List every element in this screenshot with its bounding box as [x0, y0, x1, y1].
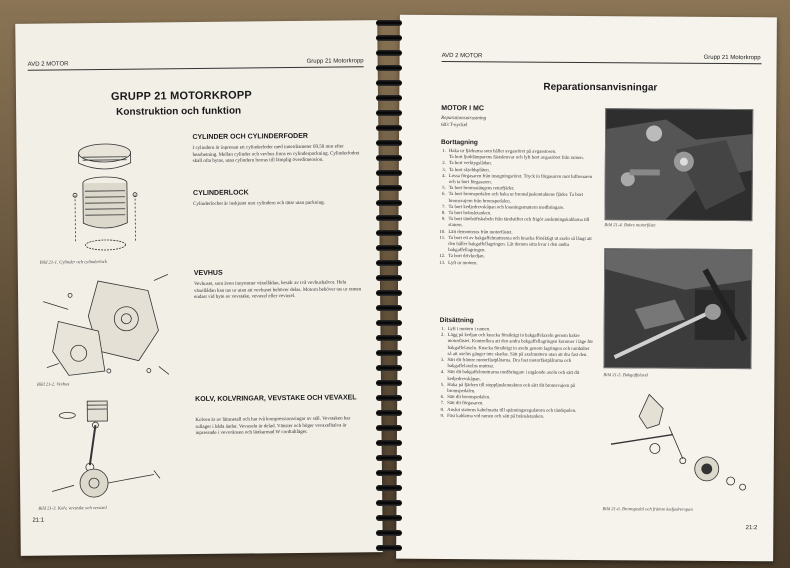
right-header-group: Grupp 21 Motorkropp: [703, 54, 761, 62]
step-text: Ta bort bränsletanken.: [448, 211, 492, 217]
binding-coil: [376, 170, 402, 176]
binding-coil: [376, 200, 402, 206]
section-text-piston: Kolven är av lättmetall och har två kompressionsringar av stål. Vevstaken har rullager i båda ändar. Vevaxeln är delad. Vänster och höger vevaxelhalva är inpressade i vevsvänsen och länkarmad W cordtaltläger.: [195, 416, 351, 437]
binding-coil: [376, 530, 402, 536]
binding-coil: [376, 35, 402, 41]
binding-coil: [376, 275, 402, 281]
left-page: [15, 20, 383, 556]
binding-coil: [376, 80, 402, 86]
step-number: 8.: [440, 407, 445, 413]
install-step: [435, 383, 593, 397]
binding-coil: [376, 290, 402, 296]
caption-figure-1: Bild 21-1. Cylinder och cylinderlock: [39, 258, 107, 265]
binding-coil: [376, 260, 402, 266]
install-heading: Ditsättning: [439, 316, 474, 325]
section-heading-piston: KOLV, KOLVRINGAR, VEVSTAKE OCH VEVAXEL: [195, 394, 357, 404]
left-header-rule: [28, 66, 364, 71]
caption-figure-4: Bild 21-4. Bakre motorfäste: [604, 222, 656, 228]
binding-coil: [376, 470, 402, 476]
page-title: GRUPP 21 MOTORKROPP: [110, 89, 252, 103]
binding-coil: [376, 395, 402, 401]
binding-coil: [376, 440, 402, 446]
binding-coil: [376, 65, 402, 71]
left-header-group: Grupp 21 Motorkropp: [306, 58, 364, 65]
right-header-rule: [442, 61, 762, 64]
step-number: 9.: [440, 413, 445, 419]
binding-coil: [376, 380, 402, 386]
step-text: Haka på fjädern till stoppljuskontakten och sätt dit bromsvajern på bromspedalen.: [447, 382, 576, 395]
binding-coil: [376, 245, 402, 251]
step-text: Ta bort bromsstängens returfjäder.: [448, 186, 515, 192]
step-text: Lätt demonteras från motorfästet.: [448, 229, 513, 236]
install-steps-list: [435, 327, 594, 421]
motor-equipment-tool: 603 T-nyckel: [441, 122, 468, 129]
section-heading-cylinderhead: CYLINDERLOCK: [192, 189, 249, 198]
brake-pedal-figure: [603, 388, 754, 499]
removal-steps-list: [436, 149, 595, 268]
step-number: 6.: [442, 192, 446, 198]
crankcase-figure: [38, 270, 174, 389]
install-step: [435, 370, 593, 384]
removal-heading: Borttagning: [440, 138, 478, 147]
step-number: 5.: [442, 186, 446, 192]
binding-coil: [376, 410, 402, 416]
step-text: Sätt dit bakgaffelmuttrarna medbringare i utgående axeln och sätt dit kedjedrevskåpan.: [447, 370, 580, 382]
section-text-crankcase: Vevhuset, som även innymmer växellådan, består av två vevhushalvor. Hela växellådan kan tas ur utan att vevhuset behöver delas. Motorn behöver tas ur ramen endast vid byte av vevstake, vevaxel eller vevaxel.: [193, 280, 362, 301]
step-text: Lyft ur motorn.: [448, 260, 478, 266]
step-number: 13.: [439, 260, 446, 266]
step-text: Ta bort bromspedalen och haka ur bromsljuskontaktens fjäder. Ta bort bromsvajern från bromspedalen.: [448, 192, 583, 205]
binding-coil: [376, 425, 402, 431]
step-text: Ta bort kedjedrevskåpan och lossningsmuttern medbringare.: [448, 204, 565, 211]
binding-coil: [376, 155, 402, 161]
motor-equipment-label: Reparationsutrustning: [441, 115, 487, 122]
binding-coil: [376, 20, 402, 26]
repair-title: Reparationsanvisningar: [543, 81, 658, 94]
step-text: Sätt dit förgasaren.: [447, 401, 484, 407]
step-text: Ta bort drivkedjan.: [448, 254, 485, 260]
step-text: Sätt dit bromspedalen.: [447, 395, 491, 401]
binding-coil: [376, 515, 402, 521]
step-number: 10.: [439, 229, 446, 235]
removal-step: [437, 174, 595, 188]
binding-coil: [376, 305, 402, 311]
section-text-cylinder: I cylindern är inpressat ett cylinderfoder med innerdiameter 69,50 mm efter bearbetning. Mellan cylinder och vevhus finns en cylinderpackning. Cylinderfodret skall ofta bytas, utan cylindern borras till lämplig överdimension.: [192, 144, 360, 165]
binding-coil: [376, 215, 402, 221]
step-number: 7.: [440, 401, 445, 407]
binding-coil: [376, 140, 402, 146]
motor-heading: MOTOR I MC: [441, 104, 484, 113]
step-number: 1.: [442, 148, 446, 155]
binding-coil: [376, 335, 402, 341]
binding-coil: [376, 125, 402, 131]
caption-figure-5: Bild 21-5. Bakgaffelaxel: [603, 372, 649, 378]
removal-step: [437, 192, 595, 206]
step-text: Ta bort verktygslådan.: [448, 161, 492, 167]
step-number: 9.: [441, 217, 446, 223]
binding-coil: [376, 50, 402, 56]
caption-figure-3: Bild 21-3. Kolv, vevstake och vevaxel: [38, 504, 107, 511]
piston-crank-figure: [43, 394, 164, 505]
removal-step: [436, 217, 594, 231]
step-text: Ta bort skyddsplåten.: [448, 167, 490, 173]
section-text-cylinderhead: Cylinderlocket är inskjutet mot cylindern och tätar utan packning.: [193, 200, 325, 208]
step-number: 1.: [441, 326, 445, 333]
binding-coil: [376, 500, 402, 506]
caption-figure-6: Bild 21-6. Bromspedal och främre kedjedrevspan: [602, 506, 693, 512]
install-step: [436, 333, 594, 359]
step-text: Lägg på kedjan och knacka försiktigt in bakgaffelaxeln genom bakre motorfästet. Kontrollera att den andra bakgaffellagringen kommer i läge för bakgaffelaxeln. Knacka försiktigt in axeln genom lagringen och rambältet så att axelns gänger inte skadas. Sätt på axelmuttern utan att dra fast den.: [447, 333, 594, 358]
step-number: 8.: [441, 211, 446, 217]
binding-coil: [376, 95, 402, 101]
binding-coil: [376, 455, 402, 461]
step-text: Ta bort tändstiftskabeln från tändstiftet och frigör anslutningskablarna till statorn.: [448, 217, 590, 229]
binding-coil: [376, 350, 402, 356]
left-header-section: AVD 2 MOTOR: [27, 61, 69, 68]
photo-swingarm-axle: [603, 248, 752, 369]
step-text: Lyft i motorn i ramen.: [447, 327, 491, 333]
cylinder-figure: [54, 132, 155, 263]
binding-coil: [376, 110, 402, 116]
step-text: Anslut statorns kabelmatta till spänningsregulatorn och tändspolen.: [447, 407, 577, 414]
removal-step: [436, 261, 594, 268]
step-number: 4.: [440, 370, 445, 376]
step-number: 6.: [440, 395, 445, 401]
step-text: Sätt dit främre motorfästplåtarna. Dra fast motorfästplåtarna och bakgaffelaxelns muttrar.: [447, 358, 572, 370]
binding-coil: [376, 485, 402, 491]
step-text: Lossa förgasaren från insugningsröret. Tryck in förgasaren mot luftrenaren och ta bort förgasaren.: [448, 173, 593, 186]
step-number: 11.: [439, 235, 446, 241]
step-number: 5.: [440, 382, 445, 388]
section-heading-crankcase: VEVHUS: [193, 269, 223, 278]
step-text: Ta bort ett av bakgaffelmuttrarna och knacka försiktigt ut axeln så långt att den håller bakgaffellagringen. Låt demon sitta kvar i den andra bakgaffellagringen.: [448, 235, 592, 254]
step-text: Haka ur fjädrarna som håller avgasröret på avgasstosen.: [448, 149, 557, 155]
page-subtitle: Konstruktion och funktion: [116, 105, 242, 118]
binding-coil: [376, 230, 402, 236]
section-heading-cylinder: CYLINDER OCH CYLINDERFODER: [192, 132, 308, 142]
step-number: 12.: [439, 254, 446, 260]
binding-coil: [376, 320, 402, 326]
caption-figure-2: Bild 21-2. Vevhus: [36, 381, 70, 387]
binding-coil: [376, 365, 402, 371]
step-number: 7.: [441, 204, 446, 210]
spiral-binding: [376, 14, 404, 562]
step-text: Ta bort ljuddämparens fästskruvar och lyft bort avgasröret från ramen.: [448, 155, 584, 162]
step-number: 3.: [442, 167, 446, 173]
right-page: [396, 15, 777, 562]
right-page-number: 21:2: [745, 525, 758, 532]
removal-step: [436, 236, 594, 256]
step-number: 2.: [442, 161, 446, 167]
step-text: Fäst kablarna vid ramen och sätt på bränsletanken.: [447, 413, 545, 420]
binding-coil: [376, 545, 402, 551]
photo-rear-engine-mount: [604, 108, 753, 221]
binding-coil: [376, 185, 402, 191]
left-page-number: 21:1: [32, 517, 45, 524]
step-number: 2.: [441, 333, 445, 339]
right-header-section: AVD 2 MOTOR: [441, 52, 483, 60]
install-step: [435, 414, 593, 421]
step-number: 4.: [442, 173, 446, 179]
step-number: 3.: [440, 358, 445, 364]
